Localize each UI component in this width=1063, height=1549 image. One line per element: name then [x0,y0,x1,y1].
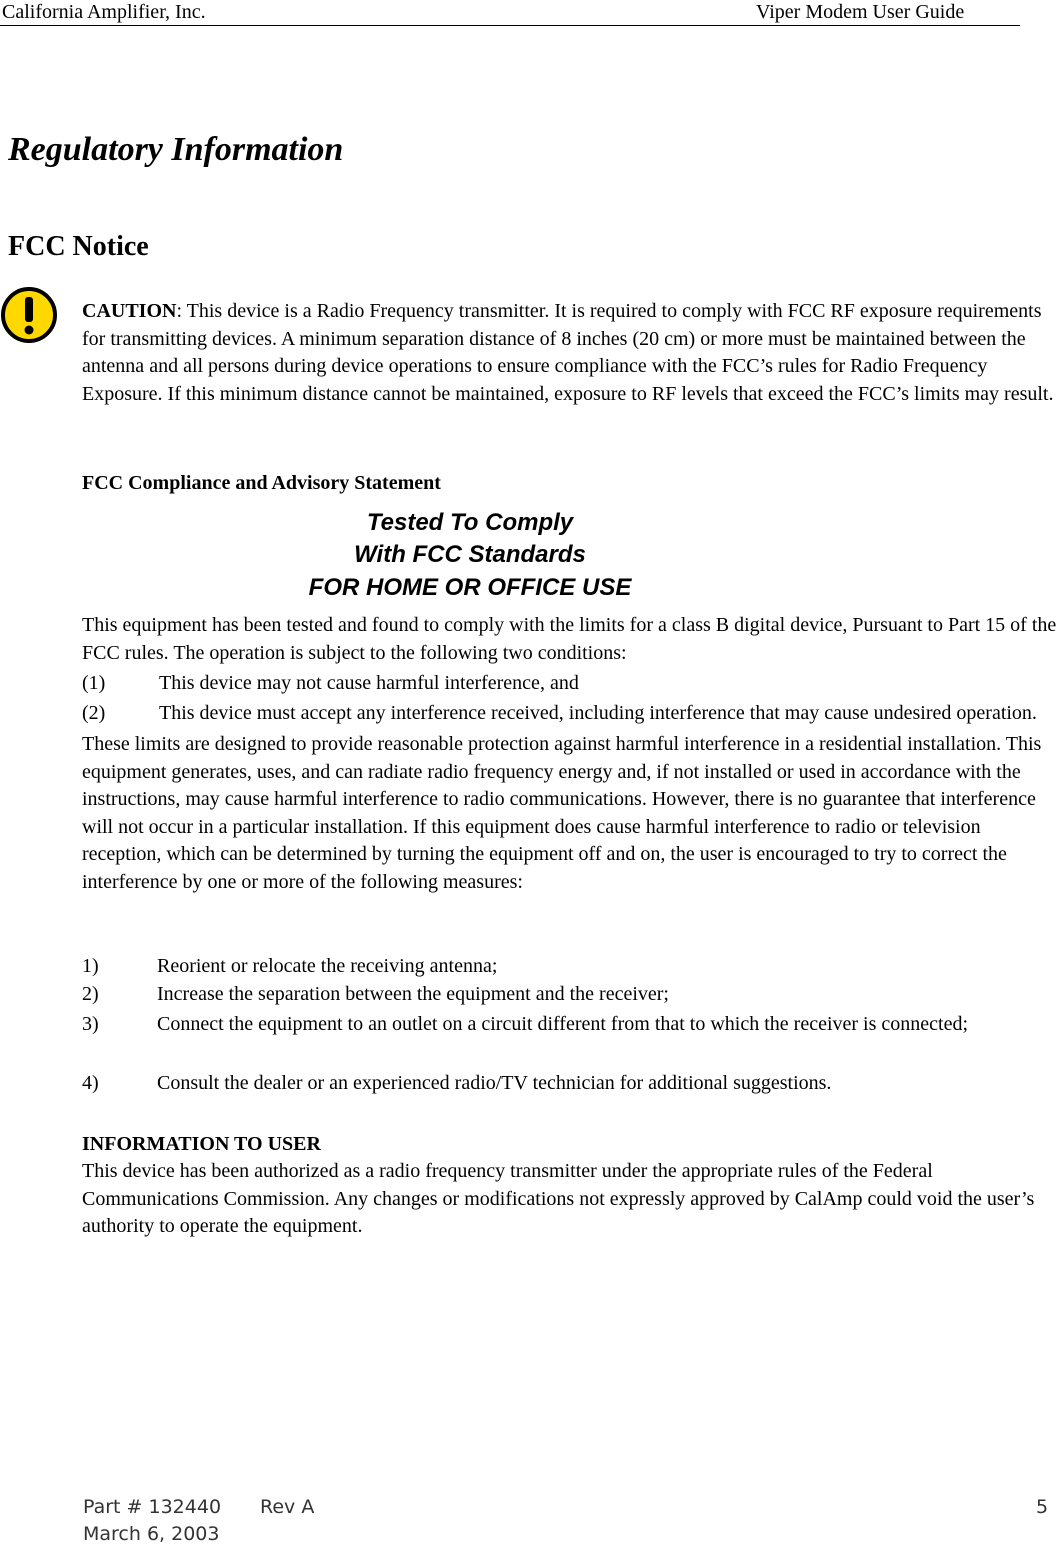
measure-text: Reorient or relocate the receiving antenna; [157,955,498,977]
section-title: FCC Notice [8,231,149,262]
tested-line-3: FOR HOME OR OFFICE USE [308,574,632,601]
user-info-heading: INFORMATION TO USER [82,1133,321,1155]
tested-line-2: With FCC Standards [354,541,586,568]
header-guide-title: Viper Modem User Guide [756,1,965,23]
page-title: Regulatory Information [8,131,344,168]
caution-paragraph [82,298,1062,408]
footer-page-number: 5 [1036,1496,1049,1518]
tested-line-1: Tested To Comply [366,509,574,536]
user-info-paragraph: This device has been authorized as a radio frequency transmitter under the appropriate rules of the Federal Communications Commission. Any changes or modifications not expressly approved by CalAmp could void the user’s authority to operate the equipment. [82,1160,1035,1237]
measure-number: 2) [82,983,99,1005]
compliance-intro: This equipment has been tested and found to comply with the limits for a class B digital device, Pursuant to Part 15 of the FCC rules. The operation is subject to the following two conditions: [82,614,1057,664]
caution-text: : This device is a Radio Frequency transmitter. It is required to comply with FCC RF exposure requirements for transmitting devices. A minimum separation distance of 8 inches (20 cm) or more must be maintained between the antenna and all persons during device operations to ensure compliance with the FCC’s rules for Radio Frequency Exposure. If this minimum distance cannot be maintained, exposure to RF levels that exceed the FCC’s limits may result. [82,300,1054,405]
compliance-heading: FCC Compliance and Advisory Statement [82,472,441,494]
footer-revision: Rev A [260,1496,315,1518]
header-divider [0,25,1020,26]
condition-text: This device must accept any interference received, including interference that may cause undesired operation. [159,702,1037,724]
measure-number: 4) [82,1072,99,1094]
limits-paragraph: These limits are designed to provide reasonable protection against harmful interference in a residential installation. This equipment generates, uses, and can radiate radio frequency energy and, if not installed or used in accordance with the instructions, may cause harmful interference to radio communications. However, there is no guarantee that interference will not occur in a particular installation. If this equipment does cause harmful interference to radio or television reception, which can be determined by turning the equipment off and on, the user is encouraged to try to correct the interference by one or more of the following measures: [82,733,1042,893]
warning-exclamation-icon [0,286,58,344]
measure-number: 3) [82,1013,99,1035]
measure-text: Increase the separation between the equipment and the receiver; [157,983,669,1005]
measure-number: 1) [82,955,99,977]
measure-text: Consult the dealer or an experienced radio/TV technician for additional suggestions. [157,1072,832,1094]
condition-number: (2) [82,702,106,724]
caution-label: CAUTION [82,300,177,322]
measure-text: Connect the equipment to an outlet on a circuit different from that to which the receiver is connected; [157,1013,969,1035]
condition-number: (1) [82,672,106,694]
header-company: California Amplifier, Inc. [2,1,206,23]
footer-part-number: Part # 132440 [83,1496,222,1518]
condition-text: This device may not cause harmful interference, and [159,672,579,694]
footer-date: March 6, 2003 [83,1523,220,1545]
